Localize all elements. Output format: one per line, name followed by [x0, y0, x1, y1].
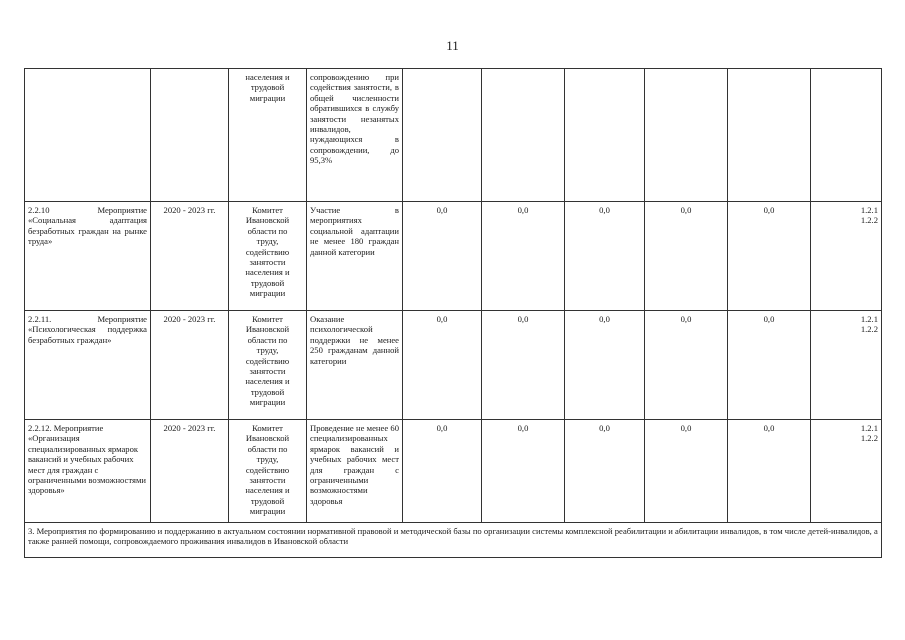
cell-value: 0,0 — [403, 202, 482, 311]
measures-table — [24, 68, 882, 558]
cell-executor: Комитет Ивановской области по труду, содействию занятости населения и трудовой миграции — [229, 420, 307, 523]
cell-indicators-ref — [811, 69, 882, 202]
table-row-2-2-10 — [25, 202, 882, 311]
cell-code-name: 2.2.12. Мероприятие «Организация специализированных ярмарок вакансий и учебных рабочих мест для граждан с ограниченными возможностями здоровья» — [25, 420, 151, 523]
cell-value: 0,0 — [403, 311, 482, 420]
cell-indicators-ref: 1.2.1 1.2.2 — [811, 311, 882, 420]
cell-executor: Комитет Ивановской области по труду, содействию занятости населения и трудовой миграции — [229, 311, 307, 420]
cell-value: 0,0 — [482, 202, 565, 311]
cell-value: 0,0 — [565, 311, 645, 420]
cell-value: 0,0 — [728, 311, 811, 420]
cell-indicators-ref: 1.2.1 1.2.2 — [811, 420, 882, 523]
cell-value: 0,0 — [728, 202, 811, 311]
table-row-2-2-12 — [25, 420, 882, 523]
cell-indicator: Оказание психологической поддержки не менее 250 гражданам данной категории — [307, 311, 403, 420]
cell-value — [565, 69, 645, 202]
cell-executor: населения и трудовой миграции — [229, 69, 307, 202]
cell-value: 0,0 — [565, 420, 645, 523]
cell-value — [403, 69, 482, 202]
cell-value: 0,0 — [565, 202, 645, 311]
cell-code-name: 2.2.11. Мероприятие «Психологическая поддержка безработных граждан» — [25, 311, 151, 420]
cell-code-name — [25, 69, 151, 202]
cell-period: 2020 - 2023 гг. — [151, 311, 229, 420]
cell-value — [482, 69, 565, 202]
cell-period — [151, 69, 229, 202]
page-number: 11 — [446, 38, 459, 53]
cell-executor: Комитет Ивановской области по труду, содействию занятости населения и трудовой миграции — [229, 202, 307, 311]
cell-value — [728, 69, 811, 202]
cell-indicator: сопровождению при содействия занятости, в общей численности обратившихся в службу занятости незанятых инвалидов, нуждающихся в сопровождении, до 95,3% — [307, 69, 403, 202]
section-3-heading: 3. Мероприятия по формированию и поддержанию в актуальном состоянии нормативной правовой и методической базы по организации системы комплексной реабилитации и абилитации инвалидов, в том числе детей-инвалидов, а также ранней помощи, сопровождаемого проживания инвалидов в Ивановской области — [25, 523, 882, 558]
cell-value: 0,0 — [645, 420, 728, 523]
table-row-section-3 — [25, 523, 882, 558]
cell-period: 2020 - 2023 гг. — [151, 202, 229, 311]
cell-value: 0,0 — [645, 202, 728, 311]
table-row-2-2-11 — [25, 311, 882, 420]
cell-value: 0,0 — [482, 420, 565, 523]
cell-value: 0,0 — [403, 420, 482, 523]
cell-indicator: Участие в мероприятиях социальной адаптации не менее 180 граждан данной категории — [307, 202, 403, 311]
cell-indicator: Проведение не менее 60 специализированных ярмарок вакансий и учебных рабочих мест для граждан с ограниченными возможностями здоровья — [307, 420, 403, 523]
cell-value — [645, 69, 728, 202]
cell-code-name: 2.2.10 Мероприятие «Социальная адаптация безработных граждан на рынке труда» — [25, 202, 151, 311]
cell-value: 0,0 — [482, 311, 565, 420]
cell-value: 0,0 — [645, 311, 728, 420]
cell-indicators-ref: 1.2.1 1.2.2 — [811, 202, 882, 311]
table-row-continuation — [25, 69, 882, 202]
cell-period: 2020 - 2023 гг. — [151, 420, 229, 523]
cell-value: 0,0 — [728, 420, 811, 523]
